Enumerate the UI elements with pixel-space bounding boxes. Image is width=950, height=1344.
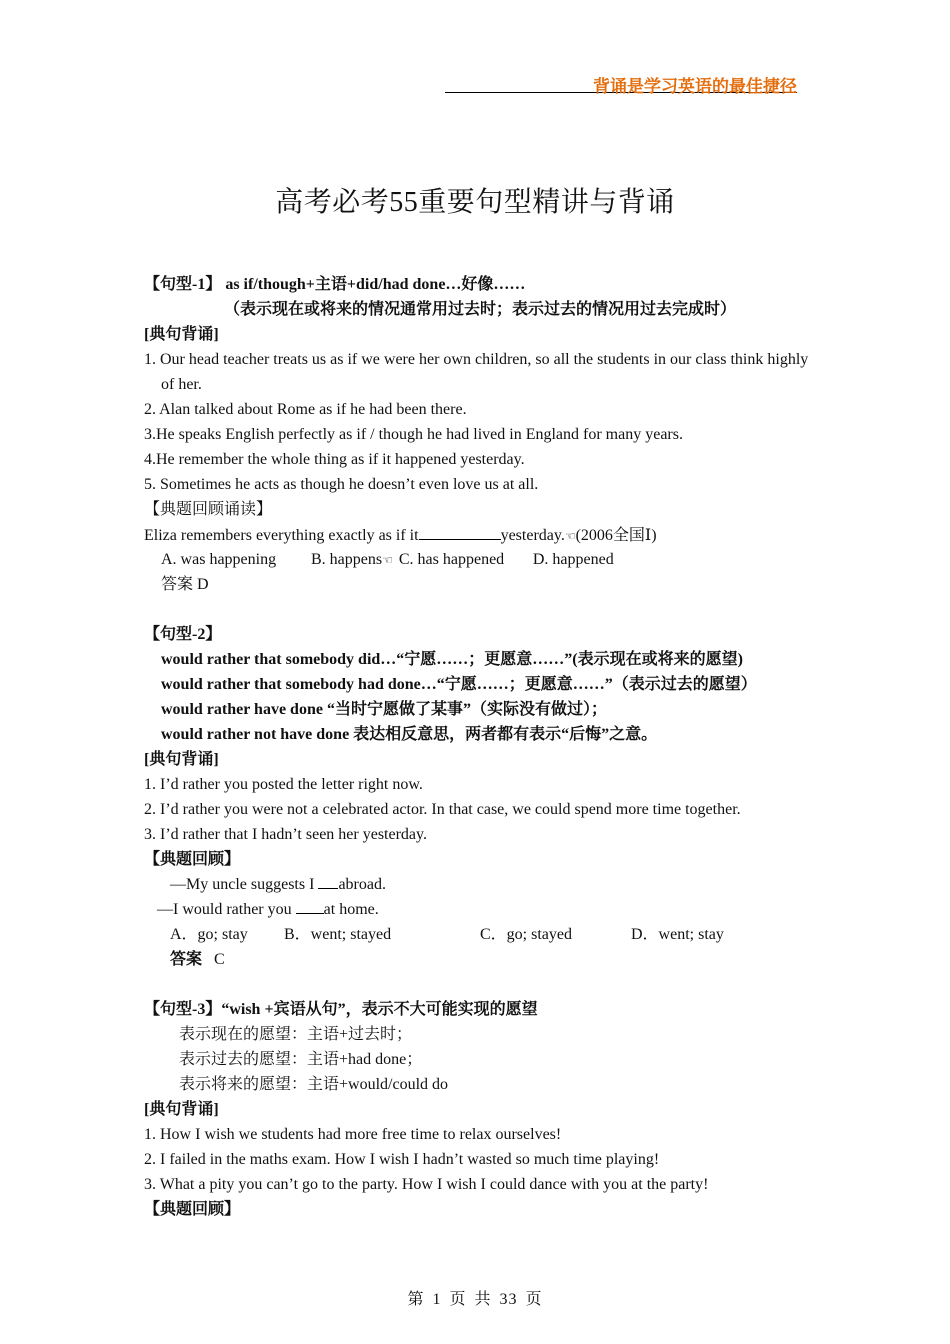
s1-question-source: (2006全国Ⅰ) — [575, 527, 657, 544]
s1-options — [144, 547, 814, 572]
s2-rule-2: would rather that somebody had done…“宁愿……；更愿意……”（表示过去的愿望） — [161, 676, 757, 693]
total-pages: 33 — [499, 1291, 518, 1308]
s2-rule-4: would rather not have done 表达相反意思，两者都有表示“后悔”之意。 — [161, 726, 658, 743]
s1-question — [144, 522, 814, 547]
s1-example-4: 4.He remember the whole thing as if it happened yesterday. — [144, 451, 525, 468]
s1-example-3: 3.He speaks English perfectly as if / though he had lived in England for many years. — [144, 426, 683, 443]
page-number: 1 — [432, 1291, 442, 1308]
s1-question-post: yesterday. — [500, 527, 565, 544]
answer-blank — [318, 873, 338, 889]
s2-example-1: 1. I’d rather you posted the letter right now. — [144, 776, 423, 793]
s1-example-5: 5. Sometimes he acts as though he doesn’t even love us at all. — [144, 476, 539, 493]
s3-example-2: 2. I failed in the maths exam. How I wish I hadn’t wasted so much time playing! — [144, 1151, 660, 1168]
s1-examples-label: [典句背诵] — [144, 326, 219, 343]
s3-review-label: 【典题回顾】 — [144, 1201, 241, 1218]
option-d: D. happened — [532, 551, 614, 568]
option-c: C．go; stayed — [480, 926, 572, 943]
footer-text: 共 — [474, 1291, 492, 1308]
s2-example-3: 3. I’d rather that I hadn’t seen her yesterday. — [144, 826, 427, 843]
s2-dialog-2 — [144, 897, 814, 922]
s2-examples-label: [典句背诵] — [144, 751, 219, 768]
s2-review-label: 【典题回顾】 — [144, 851, 241, 868]
s3-usage-3: 表示将来的愿望：主语+would/could do — [179, 1076, 449, 1093]
option-a: A．go; stay — [170, 926, 248, 943]
hand-pointer-icon: ☜ — [382, 553, 393, 567]
page-footer — [0, 1286, 950, 1309]
s2-dialog-2-pre: —I would rather you — [157, 901, 296, 918]
s2-answer-value: C — [214, 951, 225, 968]
option-b: B．went; stayed — [284, 926, 392, 943]
s3-usage-2: 表示过去的愿望：主语+had done； — [179, 1051, 423, 1068]
s1-review-label: 【典题回顾诵读】 — [144, 501, 273, 518]
footer-text: 页 — [449, 1291, 467, 1308]
s1-example-2: 2. Alan talked about Rome as if he had been there. — [144, 401, 467, 418]
s2-example-2: 2. I’d rather you were not a celebrated actor. In that case, we could spend more time together. — [144, 801, 741, 818]
s2-dialog-2-post: at home. — [323, 901, 379, 918]
option-c: C. has happened — [398, 551, 505, 568]
option-a: A. was happening — [161, 551, 277, 568]
s2-options — [144, 922, 814, 947]
s2-heading: 【句型-2】 — [144, 626, 222, 643]
footer-text: 页 — [525, 1291, 543, 1308]
s1-example-1: 1. Our head teacher treats us as if we were her own children, so all the students in our class think highly of her. — [144, 351, 809, 393]
s2-dialog-1-pre: —My uncle suggests I — [170, 876, 319, 893]
header-slogan: 背诵是学习英语的最佳捷径 — [593, 77, 797, 97]
page-title: 高考必考55重要句型精讲与背诵 — [275, 187, 675, 218]
s2-dialog-1-post: abroad. — [338, 876, 386, 893]
s2-rule-1: would rather that somebody did…“宁愿……；更愿意……”(表示现在或将来的愿望) — [161, 651, 743, 668]
s3-examples-label: [典句背诵] — [144, 1101, 219, 1118]
s2-answer — [144, 947, 814, 972]
answer-blank — [296, 898, 324, 914]
s3-usage-1: 表示现在的愿望：主语+过去时； — [179, 1026, 413, 1043]
s3-example-3: 3. What a pity you can’t go to the party. How I wish I could dance with you at the party! — [144, 1176, 709, 1193]
s2-rule-3: would rather have done “当时宁愿做了某事”（实际没有做过）； — [161, 701, 607, 718]
hand-pointer-icon: ☜ — [564, 529, 576, 543]
footer-text: 第 — [407, 1291, 425, 1308]
s1-question-pre: Eliza remembers everything exactly as if it — [144, 527, 419, 544]
s1-answer: 答案 D — [161, 576, 209, 593]
s2-answer-label: 答案 — [170, 951, 203, 968]
s3-example-1: 1. How I wish we students had more free time to relax ourselves! — [144, 1126, 562, 1143]
option-d: D．went; stay — [631, 926, 724, 943]
s1-note: （表示现在或将来的情况通常用过去时；表示过去的情况用过去完成时） — [224, 301, 737, 318]
document-body — [144, 272, 814, 1222]
s2-dialog-1 — [144, 872, 814, 897]
option-b: B. happens — [311, 551, 383, 568]
s3-heading: 【句型-3】“wish +宾语从句”，表示不大可能实现的愿望 — [144, 1001, 538, 1018]
s1-heading: 【句型-1】 as if/though+主语+did/had done…好像…… — [144, 276, 526, 293]
answer-blank — [419, 522, 501, 540]
